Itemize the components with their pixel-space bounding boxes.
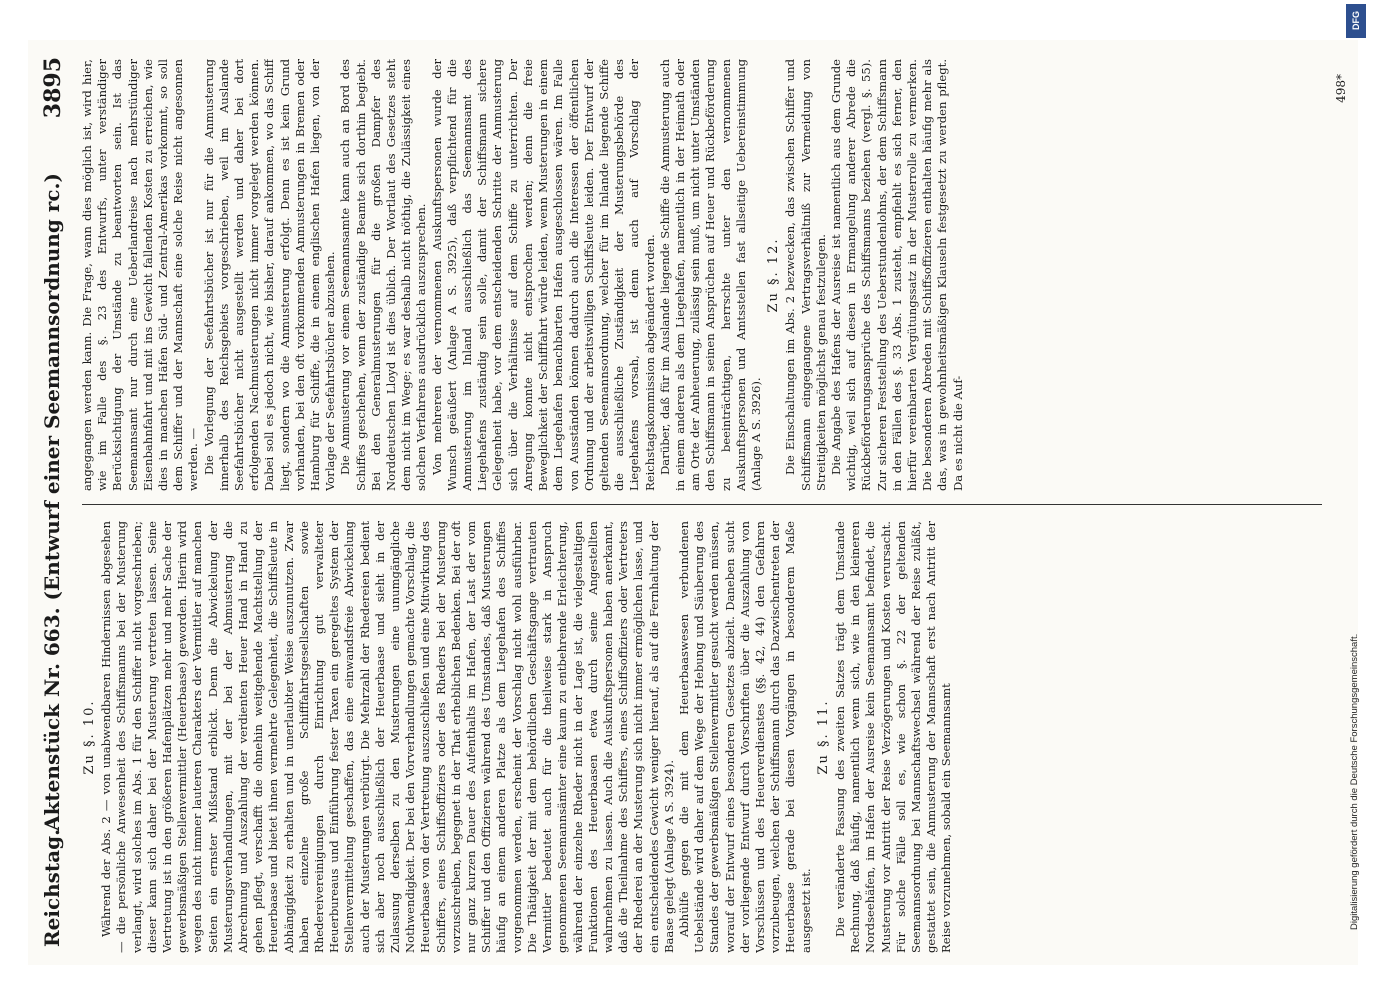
text-column-right <box>80 59 1330 491</box>
digitization-credit: Digitalisierung gefördert durch die Deutsche Forschungsgemeinschaft. <box>1349 633 1360 930</box>
header-title: Aktenstück Nr. 663. (Entwurf einer Seemannsordnung rc.) <box>40 173 64 831</box>
section-heading-10: Zu §. 10. <box>82 699 97 775</box>
rotated-page-content <box>28 40 1358 965</box>
page-number: 3895 <box>40 57 66 119</box>
paragraph: Von mehreren der vernommenen Auskunftspersonen wurde der Wunsch geäußert (Anlage A S. 3925), daß verpflichtend für die Anmusterung im Inland ausschließlich das Seemannsamt des Liegehafens zuständig sein solle, damit der Schiffsmann sichere Gelegenheit habe, vor dem entscheidenden Schritte der Anmusterung sich über die Verhältnisse auf dem Schiffe zu unterrichten. Der Anregung konnte nicht entsprochen werden; denn die freie Beweglichkeit der Schifffahrt würde leiden, wenn Musterungen in einem dem Liegehafen benachbarten Hafen ausgeschlossen wären. Im Falle von Ausständen können dadurch auch die Interessen der öffentlichen Ordnung und der arbeitswilligen Schiffsleute leiden. Der Entwurf der geltenden Seemannsordnung, welcher für im Inlande liegende Schiffe die ausschließliche Zuständigkeit der Musterungsbehörde des Liegehafens vorsah, ist denn auch auf Vorschlag der Reichstagskommission abgeändert worden. <box>429 59 657 491</box>
paragraph: Während der Abs. 2 — von unabwendbaren Hindernissen abgesehen — die persönliche Anwesenheit des Schiffsmanns bei der Musterung verlangt, wird solches im Abs. 1 für den Schiffer nicht vorgeschrieben; dieser kann sich daher bei der Musterung vertreten lassen. Seine Vertretung ist in den größeren Hafenplätzen mehr und mehr Sache der gewerbsmäßigen Stellenvermittler (Heuerbaase) geworden. Hierin wird wegen des nicht immer lauteren Charakters der Vermittler auf manchen Seiten ein ernster Mißstand erblickt. Denn die Abwickelung der Musterungsverhandlungen, mit der bei der Abmusterung die Abrechnung und Auszahlung der verdienten Heuer Hand in Hand zu gehen pflegt, verschafft die ohnehin weitgehende Machtstellung der Heuerbaase und bietet ihnen vermehrte Gelegenheit, die Schiffsleute in Abhängigkeit zu erhalten und in unerlaubter Weise auszunutzen. Zwar haben einzelne große Schifffahrtsgesellschaften sowie Rhedereivereinigungen durch Einrichtung gut verwalteter Heuerbureaus und Einführung fester Taxen ein geregeltes System der Stellenvermittelung geschaffen, das eine einwandsfreie Abwickelung auch der Musterungen verbürgt. Die Mehrzahl der Rhedereien bedient sich aber noch ausschließlich der Heuerbaase und sieht in der Zulassung derselben zu den Musterungen eine unumgängliche Nothwendigkeit. Der bei den Vorverhandlungen gemachte Vorschlag, die Heuerbaase von der Vertretung auszuschließen und eine Mitwirkung des Schiffers, eines Schiffsoffiziers oder des Rheders bei der Musterung vorzuschreiben, begegnet in der That erheblichen Bedenken. Bei der oft nur ganz kurzen Dauer des Aufenthalts im Hafen, der Last der vom Schiffer und den Offizieren während des Umstandes, daß Musterungen häufig an einem anderen Platze als dem Liegehafen des Schiffes vorgenommen werden, erscheint der Vorschlag nicht wohl ausführbar. Die Thätigkeit der mit dem behördlichen Geschäftsgange vertrauten Vermittler bedeutet auch für die theilweise stark in Anspruch genommenen Seemannsämter eine kaum zu entbehrende Erleichterung, während der einzelne Rheder nicht in der Lage ist, die vielgestaltigen Funktionen des Heuerbaasen etwa durch seine Angestellten wahrnehmen zu lassen. Auch die Auskunftspersonen haben anerkannt, daß die Theilnahme des Schiffers, eines Schiffsoffiziers oder Vertreters der Rhederei an der Musterung sich nicht immer ermöglichen lasse, und ein entscheidendes Gewicht weniger hierauf, als auf die Fernhaltung der Baase gelegt (Anlage A S. 3924). <box>99 521 676 953</box>
paragraph: Die Vorlegung der Seefahrtsbücher ist nur für die Anmusterung innerhalb des Reichsgebiets vorgeschrieben, weil im Auslande Seefahrtsbücher nicht ausgestellt werden und daher bei dort erfolgenden Nachmusterungen nicht immer vorgelegt werden können. Dabei soll es jedoch nicht, wie bisher, darauf ankommen, wo das Schiff liegt, sondern wo die Anmusterung erfolgt. Denn es ist kein Grund vorhanden, bei den oft vorkommenden Anmusterungen in Bremen oder Hamburg für Schiffe, die in einem englischen Hafen liegen, von der Vorlage der Seefahrtsbücher abzusehen. <box>201 59 338 491</box>
printer-signature: 498* <box>1334 74 1348 103</box>
text-column-left <box>80 521 1330 953</box>
paragraph: Abhülfe gegen die mit dem Heuerbaaswesen verbundenen Uebelstände wird daher auf dem Wege der Hebung und Säuberung des Standes der gewerbsmäßigen Stellenvermittler gesucht werden müssen, worauf der Entwurf eines besonderen Gesetzes abzielt. Daneben sucht der vorliegende Entwurf durch Vorschriften über die Auszahlung von Vorschüssen und des Heuerverdienstes (§§. 42, 44) den Gefahren vorzubeugen, welchen der Schiffsmann durch das Dazwischentreten der Heuerbaase gerade bei diesen Vorgängen in besonderem Maße ausgesetzt ist. <box>676 521 813 953</box>
header-left: Reichstag. <box>40 828 64 947</box>
running-header <box>40 57 70 947</box>
paragraph: Die Angabe des Hafens der Ausreise ist namentlich aus dem Grunde wichtig, weil sich auf diesen in Ermangelung anderer Abrede die Rückbeförderungsansprüche des Schiffsmanns beziehen (vergl. §. 55). Zur sicheren Feststellung des Ueberstundenlohns, der dem Schiffsmann in den Fällen des §. 33 Abs. 1 zusteht, empfiehlt es sich ferner, den hierfür vereinbarten Vergütungssatz in der Musterrolle zu vermerken. Die besonderen Abreden mit Schiffsoffizieren enthalten häufig mehr als das, was in gewohnheitsmäßigen Klauseln festgesetzt zu werden pflegt. Da es nicht die Auf- <box>828 59 965 491</box>
paragraph: angegangen werden kann. Die Frage, wann dies möglich ist, wird hier, wie im Falle des §. 23 des Entwurfs, unter verständiger Berücksichtigung der Umstände zu beantworten sein. Ist das Seemannsamt nur durch eine Ueberlandreise nach mehrstündiger Eisenbahnfahrt und mit ins Gewicht fallenden Kosten zu erreichen, wie dies in manchen Häfen Süd- und Zentral-Amerikas vorkommt, so soll dem Schiffer und der Mannschaft eine solche Reise nicht angesonnen werden. — <box>80 59 201 491</box>
dfg-logo: DFG <box>1346 4 1366 38</box>
paragraph: Darüber, daß für im Auslande liegende Schiffe die Anmusterung auch in einem anderen als dem Liegehafen, namentlich in der Heimath oder am Orte der Anheuerung, zulässig sein muß, um nicht unter Umständen den Schiffsmann in seinen Ansprüchen auf Heuer und Rückbeförderung zu beeinträchtigen, herrschte unter den vernommenen Auskunftspersonen und Amtsstellen fast allseitige Uebereinstimmung (Anlage A S. 3926). <box>657 59 763 491</box>
column-divider <box>82 504 1322 505</box>
section-heading-12: Zu §. 12. <box>766 237 782 313</box>
paragraph: Die veränderte Fassung des zweiten Satzes trägt dem Umstande Rechnung, daß häufig, namentlich wenn sich, wie in den kleineren Nordseehäfen, im Hafen der Ausreise kein Seemannsamt befindet, die Musterung vor Antritt der Reise Verzögerungen und Kosten verursacht. Für solche Fälle soll es, wie schon §. 22 der geltenden Seemannsordnung bei Mannschaftswechsel während der Reise zuläßt, gestattet sein, die Anmusterung der Mannschaft erst nach Antritt der Reise vorzunehmen, sobald ein Seemannsamt <box>832 521 954 953</box>
section-heading-11: Zu §. 11. <box>815 699 831 775</box>
paragraph: Die Einschaltungen im Abs. 2 bezwecken, das zwischen Schiffer und Schiffsmann eingegangene Vertragsverhältniß zur Vermeidung von Streitigkeiten möglichst genau festzulegen. <box>783 59 828 491</box>
scanned-page <box>28 40 1358 965</box>
paragraph: Die Anmusterung vor einem Seemannsamte kann auch an Bord des Schiffes geschehen, wenn der zuständige Beamte sich dorthin begiebt. Bei den Generalmusterungen für die großen Dampfer des Norddeutschen Lloyd ist dies üblich. Der Wortlaut des Gesetzes steht dem nicht im Wege; es war deshalb nicht nöthig, die Zulässigkeit eines solchen Verfahrens ausdrücklich auszusprechen. <box>338 59 429 491</box>
